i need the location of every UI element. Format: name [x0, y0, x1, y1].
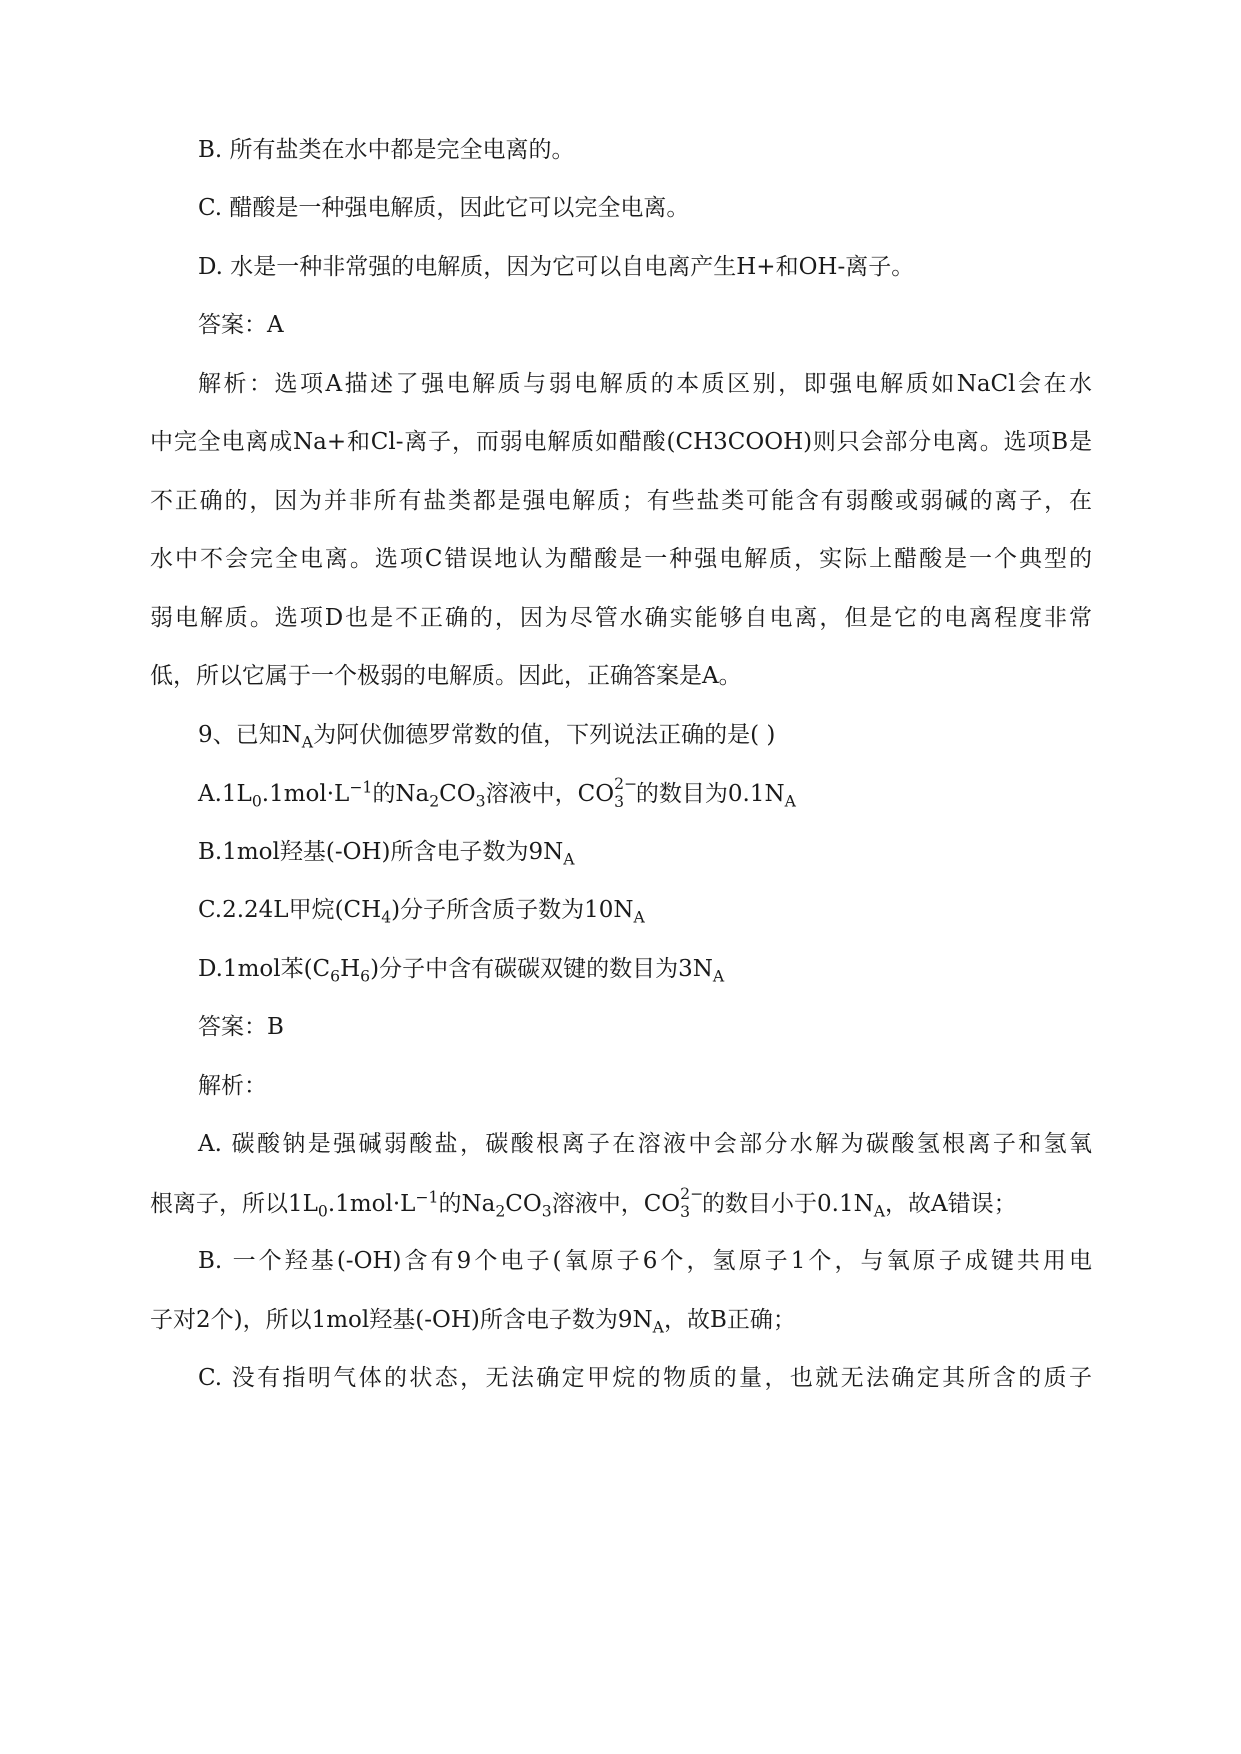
q8-answer: 答案：A [198, 312, 284, 338]
q9-analysis-label: 解析： [198, 1073, 267, 1099]
q9-answer: 答案：B [198, 1014, 284, 1040]
q9-stem: 9、已知$N_A$为阿伏伽德罗常数的值，下列说法正确的是( ) [198, 722, 776, 752]
q9-explanation-a-cont: 根离子，所以$1L_0.1mol\cdot L^{-1}$的$Na_2CO_3$溶液中，CO 2− 3 的数目小于$0.1N_A$，故A错误； [150, 1184, 1017, 1221]
q9-option-a: $A.1L_0.1mol\cdot L^{-1}$的$Na_2CO_3$溶液中，CO 2− 3 的数目为$0.1N_A$ [198, 774, 796, 811]
q9-option-b: B.1mol羟基(-OH)所含电子数为$9N_A$ [198, 839, 575, 869]
q8-analysis-line: 不正确的，因为并非所有盐类都是强电解质；有些盐类可能含有弱酸或弱碱的离子，在 [150, 488, 1092, 514]
q8-option-c: C. 醋酸是一种强电解质，因此它可以完全电离。 [198, 195, 690, 221]
q9-option-d: D.1mol苯$(C_6H_6)$分子中含有碳碳双键的数目为$3N_A$ [198, 956, 725, 986]
q9-explanation-b-cont: 子对2个)，所以1mol羟基(-OH)所含电子数为$9N_A$，故B正确； [150, 1307, 796, 1337]
q8-option-b: B. 所有盐类在水中都是完全电离的。 [198, 137, 575, 163]
q9-explanation-b: B. 一个羟基(-OH)含有9个电子(氧原子6个，氢原子1个，与氧原子成键共用电 [198, 1248, 1092, 1274]
q8-analysis-line: 弱电解质。选项D也是不正确的，因为尽管水确实能够自电离，但是它的电离程度非常 [150, 605, 1092, 631]
q8-analysis-line: 中完全电离成Na+和Cl-离子，而弱电解质如醋酸(CH3COOH)则只会部分电离。选项B是 [150, 429, 1092, 455]
q9-option-c: C.2.24L甲烷$(CH_4)$分子所含质子数为$10N_A$ [198, 897, 645, 927]
q8-analysis-line: 低，所以它属于一个极弱的电解质。因此，正确答案是A。 [150, 663, 742, 689]
q9-explanation-a: A. 碳酸钠是强碱弱酸盐，碳酸根离子在溶液中会部分水解为碳酸氢根离子和氢氧 [198, 1131, 1092, 1157]
q8-option-d: D. 水是一种非常强的电解质，因为它可以自电离产生H+和OH-离子。 [198, 254, 915, 280]
q8-analysis-line: 水中不会完全电离。选项C错误地认为醋酸是一种强电解质，实际上醋酸是一个典型的 [150, 546, 1092, 572]
q9-explanation-c: C. 没有指明气体的状态，无法确定甲烷的物质的量，也就无法确定其所含的质子 [198, 1365, 1092, 1391]
q8-analysis-line: 解析：选项A描述了强电解质与弱电解质的本质区别，即强电解质如NaCl会在水 [198, 371, 1092, 397]
